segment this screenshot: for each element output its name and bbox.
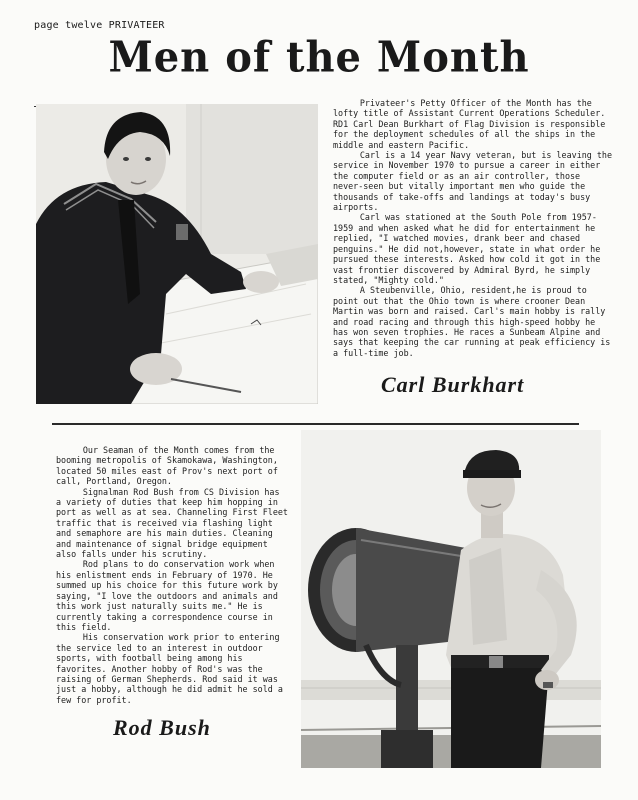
article-paragraph: Signalman Rod Bush from CS Division has a variety of duties that keep him hopping in port as well as at sea. Channeling First Fleet traffic that is received via flashing light and semaphore are his main duties. Cleaning and maintenance of signal bridge equipment also falls under his scrutiny. <box>56 486 288 560</box>
rod-photo-illustration <box>301 430 601 768</box>
page-title: Men of the Month <box>108 32 530 83</box>
carl-photo-illustration <box>36 104 318 404</box>
seaman-article <box>56 445 288 705</box>
article-paragraph: A Steubenville, Ohio, resident,he is proud to point out that the Ohio town is where crooner Dean Martin was born and raised. Carl's main hobby is rally and road racing and through this high-speed hobby he has won seven trophies. He races a Sunbeam Alpine and says that keeping the car running at peak efficiency is a full-time job. <box>333 285 611 358</box>
article-paragraph: His conservation work prior to entering the service led to an interest in outdoor sports, with football being among his favorites. Another hobby of Rod's was the raising of German Shepherds. Rod said it was just a hobby, although he did admit he sold a few for profit. <box>56 632 283 705</box>
carl-burkhart-photo <box>36 104 318 404</box>
petty-officer-name: Carl Burkhart <box>381 372 525 397</box>
seaman-name: Rod Bush <box>113 715 211 740</box>
article-paragraph: Carl is a 14 year Navy veteran, but is leaving the service in November 1970 to pursue a career in either the computer field or as an air controller, those never-seen but vitally important men who guide the thousands of take-offs and landings at today's busy airports. <box>333 150 612 213</box>
rod-bush-photo <box>301 430 601 768</box>
article-paragraph: Carl was stationed at the South Pole from 1957-1959 and when asked what he did for entertainment he replied, "I watched movies, drank beer and chased penguins." He did not,however, state in what order he pursued these interests. Asked how cold it got in the vast frontier discovered by Admiral Byrd, he simply stated, "Mighty cold." <box>333 212 601 285</box>
article-paragraph: Our Seaman of the Month comes from the booming metropolis of Skamokawa, Washington, located 50 miles east of Prov's next port of call, Portland, Oregon. <box>56 445 278 487</box>
section-divider <box>52 423 579 425</box>
running-head: page twelve PRIVATEER <box>34 20 165 31</box>
petty-officer-article <box>333 98 613 358</box>
article-paragraph: Rod plans to do conservation work when his enlistment ends in February of 1970. He summed up his choice for this future work by saying, "I love the outdoors and animals and this work just naturally suits me." He is currently taking a correspondence course in this field. <box>56 559 278 632</box>
article-paragraph: Privateer's Petty Officer of the Month has the lofty title of Assistant Current Operations Scheduler. RD1 Carl Dean Burkhart of Flag Division is responsible for the deployment schedules of all the ships in the middle and eastern Pacific. <box>333 98 606 150</box>
